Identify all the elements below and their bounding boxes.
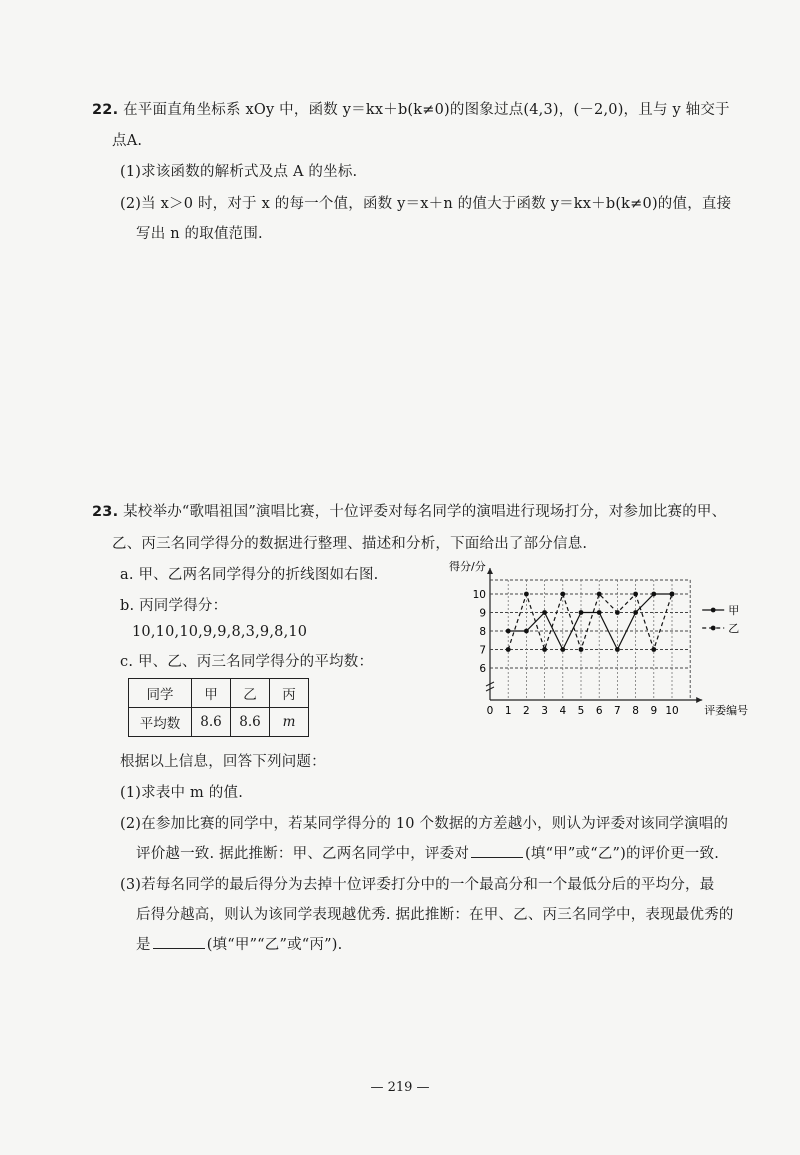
table-cell: 平均数 bbox=[129, 708, 192, 737]
data-point bbox=[506, 647, 511, 652]
q23-info-b: b. 丙同学得分： bbox=[120, 598, 228, 614]
table-row bbox=[129, 679, 309, 708]
data-point bbox=[651, 592, 656, 597]
y-axis-label: 得分/分 bbox=[449, 560, 486, 573]
data-point bbox=[524, 592, 529, 597]
q22-stem-line2: 点A. bbox=[112, 133, 143, 149]
y-tick-label: 10 bbox=[472, 589, 486, 601]
data-point bbox=[579, 647, 584, 652]
data-point bbox=[524, 629, 529, 634]
data-point bbox=[651, 647, 656, 652]
q23-stem-line1: 23. 某校举办“歌唱祖国”演唱比赛，十位评委对每名同学的演唱进行现场打分，对参加比赛的甲、 bbox=[92, 504, 727, 520]
table-row bbox=[129, 708, 309, 737]
x-axis-label: 评委编号 bbox=[704, 704, 749, 717]
q23-bing-scores: 10,10,10,9,9,8,3,9,8,10 bbox=[132, 624, 308, 640]
q22-stem-line1: 22. 在平面直角坐标系 xOy 中，函数 y＝kx＋b(k≠0)的图象过点(4,3)，(－2,0)，且与 y 轴交于 bbox=[92, 102, 730, 118]
x-tick-label: 7 bbox=[614, 705, 621, 717]
x-tick-label: 5 bbox=[577, 705, 585, 717]
data-point bbox=[633, 610, 638, 615]
table-cell: 乙 bbox=[231, 679, 270, 708]
q23-stem-line2: 乙、丙三名同学得分的数据进行整理、描述和分析，下面给出了部分信息. bbox=[112, 536, 588, 552]
data-point bbox=[597, 610, 602, 615]
data-point bbox=[542, 647, 547, 652]
x-tick-label: 4 bbox=[559, 705, 567, 717]
data-point bbox=[597, 592, 602, 597]
data-point bbox=[560, 647, 565, 652]
answer-blank[interactable] bbox=[471, 845, 523, 858]
data-point bbox=[542, 610, 547, 615]
y-tick-label: 7 bbox=[479, 644, 486, 657]
table-cell: 甲 bbox=[192, 679, 231, 708]
data-point bbox=[615, 647, 620, 652]
data-point bbox=[670, 592, 675, 597]
q23-part3-line3: 是 (填“甲”“乙”或“丙”). bbox=[136, 937, 343, 953]
legend-label: 甲 bbox=[728, 604, 740, 617]
q22-number: 22. bbox=[92, 102, 119, 118]
q23-part2-line1: (2)在参加比赛的同学中，若某同学得分的 10 个数据的方差越小，则认为评委对该同学演唱的 bbox=[120, 816, 729, 832]
q23-part3-line2: 后得分越高，则认为该同学表现越优秀. 据此推断：在甲、乙、丙三名同学中，表现最优秀的 bbox=[136, 907, 734, 923]
legend-marker bbox=[711, 608, 716, 613]
table-cell: m bbox=[270, 708, 309, 737]
y-tick-label: 9 bbox=[479, 607, 486, 620]
x-tick-label: 8 bbox=[632, 705, 639, 717]
x-tick-label: 1 bbox=[504, 705, 512, 717]
x-tick-label: 9 bbox=[650, 705, 658, 717]
q23-number: 23. bbox=[92, 504, 119, 520]
data-point bbox=[579, 610, 584, 615]
y-tick-label: 6 bbox=[479, 663, 486, 675]
score-line-chart bbox=[445, 560, 785, 720]
x-tick-label: 6 bbox=[595, 705, 603, 717]
table-cell: 8.6 bbox=[231, 708, 270, 737]
x-tick-label: 0 bbox=[486, 705, 494, 717]
answer-blank[interactable] bbox=[153, 936, 205, 949]
q23-info-a: a. 甲、乙两名同学得分的折线图如右图. bbox=[120, 567, 379, 583]
x-axis-arrow bbox=[696, 697, 702, 703]
q23-part3-line1: (3)若每名同学的最后得分为去掉十位评委打分中的一个最高分和一个最低分后的平均分，最 bbox=[120, 877, 715, 893]
legend-label: 乙 bbox=[728, 622, 740, 635]
data-point bbox=[615, 610, 620, 615]
q23-prompt: 根据以上信息，回答下列问题： bbox=[120, 754, 326, 770]
table-cell: 丙 bbox=[270, 679, 309, 708]
series-line-yi bbox=[508, 594, 672, 650]
x-tick-label: 2 bbox=[523, 705, 530, 717]
q22-part2-line2: 写出 n 的取值范围. bbox=[136, 226, 263, 242]
legend-marker bbox=[711, 626, 716, 631]
data-point bbox=[560, 592, 565, 597]
q22-part2-line1: (2)当 x＞0 时，对于 x 的每一个值，函数 y＝x＋n 的值大于函数 y＝kx＋b(k≠0)的值，直接 bbox=[120, 196, 732, 212]
table-cell: 同学 bbox=[129, 679, 192, 708]
table-cell: 8.6 bbox=[192, 708, 231, 737]
y-axis-arrow bbox=[487, 568, 493, 574]
page-number: — 219 — bbox=[370, 1080, 430, 1095]
data-point bbox=[506, 629, 511, 634]
average-score-table bbox=[128, 678, 309, 737]
data-point bbox=[633, 592, 638, 597]
q23-part1: (1)求表中 m 的值. bbox=[120, 785, 244, 801]
q23-info-c: c. 甲、乙、丙三名同学得分的平均数： bbox=[120, 654, 374, 670]
x-tick-label: 10 bbox=[665, 705, 679, 717]
q22-part1: (1)求该函数的解析式及点 A 的坐标. bbox=[120, 164, 358, 180]
y-tick-label: 8 bbox=[479, 626, 486, 638]
q23-part2-line2: 评价越一致. 据此推断：甲、乙两名同学中，评委对 (填“甲”或“乙”)的评价更一致. bbox=[136, 846, 720, 862]
x-tick-label: 3 bbox=[541, 705, 548, 717]
